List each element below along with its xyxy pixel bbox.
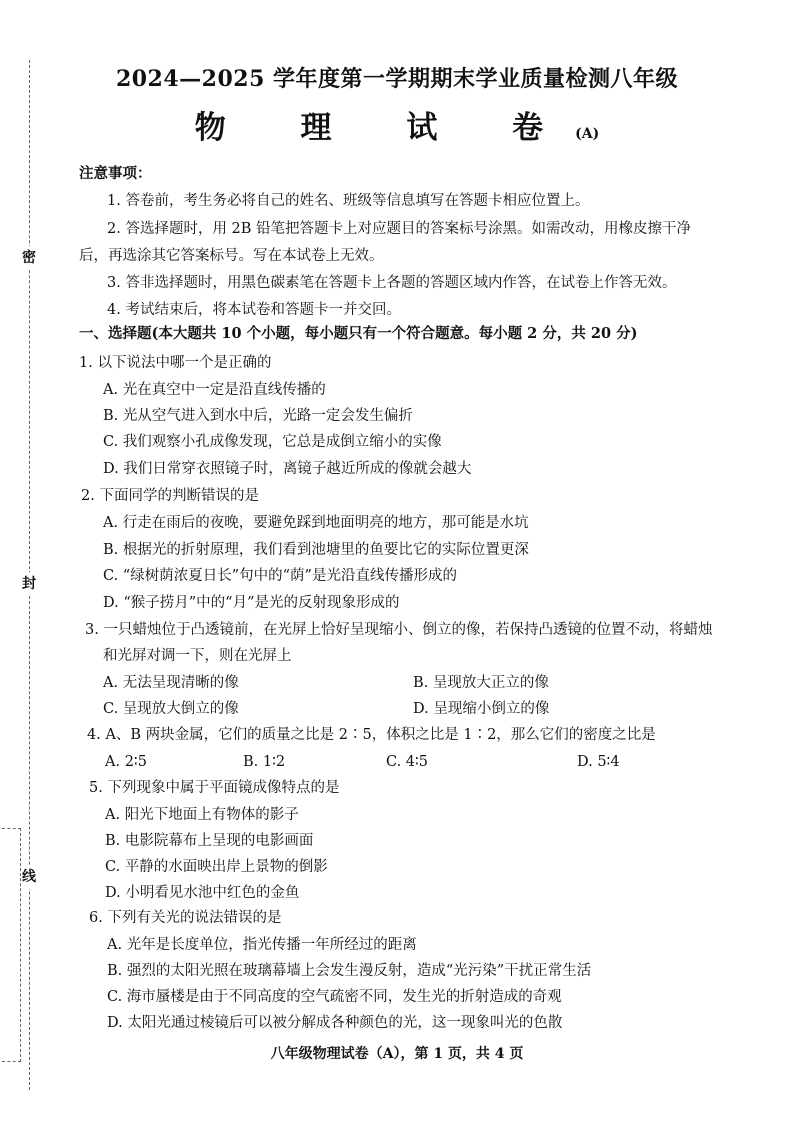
option-c: C. 海市蜃楼是由于不同高度的空气疏密不同，发生光的折射造成的奇观 [107, 989, 562, 1005]
question-stem-cont: 和光屏对调一下，则在光屏上 [103, 648, 292, 664]
binding-char-feng: 封 [17, 572, 41, 596]
binding-char-mi: 密 [17, 246, 41, 270]
notice-item: 3. 答非选择题时，用黑色碳素笔在答题卡上各题的答题区域内作答，在试卷上作答无效。 [107, 275, 677, 291]
option-a: A. 无法呈现清晰的像 [103, 675, 239, 691]
exam-header: 2024—2025 学年度第一学期期末学业质量检测八年级 [115, 66, 679, 92]
option-d: D. 小明看见水池中红色的金鱼 [105, 885, 300, 901]
option-d: D. 呈现缩小倒立的像 [413, 701, 550, 717]
question-stem: 2. 下面同学的判断错误的是 [81, 488, 259, 504]
option-a: A. 光在真空中一定是沿直线传播的 [103, 382, 326, 398]
option-c: C. “绿树荫浓夏日长”句中的“荫”是光沿直线传播形成的 [103, 568, 457, 584]
notice-item: 后，再选涂其它答案标号。写在本试卷上无效。 [79, 248, 384, 264]
option-b: B. 电影院幕布上呈现的电影画面 [105, 833, 314, 849]
option-a: A. 光年是长度单位，指光传播一年所经过的距离 [107, 937, 417, 953]
question-stem: 4. A、B 两块金属，它们的质量之比是 2∶5，体积之比是 1∶2，那么它们的密度之比是 [87, 727, 656, 743]
option-b: B. 光从空气进入到水中后，光路一定会发生偏折 [103, 408, 413, 424]
question-stem: 5. 下列现象中属于平面镜成像特点的是 [89, 780, 340, 796]
binding-char-xian: 线 [17, 865, 41, 889]
option-b: B. 强烈的太阳光照在玻璃幕墙上会发生漫反射，造成“光污染”干扰正常生活 [107, 963, 592, 979]
notice-heading: 注意事项： [79, 165, 152, 182]
option-d: D. 我们日常穿衣照镜子时，离镜子越近所成的像就会越大 [103, 461, 472, 477]
option-a: A. 行走在雨后的夜晚，要避免踩到地面明亮的地方，那可能是水坑 [103, 515, 529, 531]
option-b: B. 1∶2 [243, 754, 286, 770]
option-b: B. 根据光的折射原理，我们看到池塘里的鱼要比它的实际位置更深 [103, 542, 529, 558]
title-text: 物 理 试 卷 [194, 110, 576, 146]
binding-bracket [2, 828, 21, 1062]
option-a: A. 2∶5 [105, 754, 147, 770]
option-c: C. 我们观察小孔成像发现，它总是成倒立缩小的实像 [103, 434, 442, 450]
notice-item: 1. 答卷前，考生务必将自己的姓名、班级等信息填写在答题卡相应位置上。 [107, 193, 590, 209]
option-c: C. 呈现放大倒立的像 [103, 701, 239, 717]
option-d: D. “猴子捞月”中的“月”是光的反射现象形成的 [103, 595, 400, 611]
page-footer: 八年级物理试卷（A），第 1 页，共 4 页 [270, 1046, 524, 1062]
notice-item: 2. 答选择题时，用 2B 铅笔把答题卡上对应题目的答案标号涂黑。如需改动，用橡皮擦干净 [107, 221, 692, 237]
option-a: A. 阳光下地面上有物体的影子 [105, 807, 299, 823]
question-stem: 6. 下列有关光的说法错误的是 [89, 910, 282, 926]
question-stem: 3. 一只蜡烛位于凸透镜前，在光屏上恰好呈现缩小、倒立的像，若保持凸透镜的位置不动，将蜡烛 [85, 622, 713, 638]
option-d: D. 5∶4 [577, 754, 620, 770]
title-suffix: (A) [575, 126, 600, 142]
page-title [0, 102, 794, 147]
question-stem: 1. 以下说法中哪一个是正确的 [79, 355, 272, 371]
option-b: B. 呈现放大正立的像 [413, 675, 549, 691]
option-c: C. 4∶5 [386, 754, 429, 770]
notice-item: 4. 考试结束后，将本试卷和答题卡一并交回。 [107, 302, 401, 318]
option-d: D. 太阳光通过棱镜后可以被分解成各种颜色的光，这一现象叫光的色散 [107, 1015, 563, 1031]
option-c: C. 平静的水面映出岸上景物的倒影 [105, 859, 328, 875]
section-heading: 一、选择题(本大题共 10 个小题，每小题只有一个符合题意。每小题 2 分，共 20 分) [79, 325, 638, 342]
